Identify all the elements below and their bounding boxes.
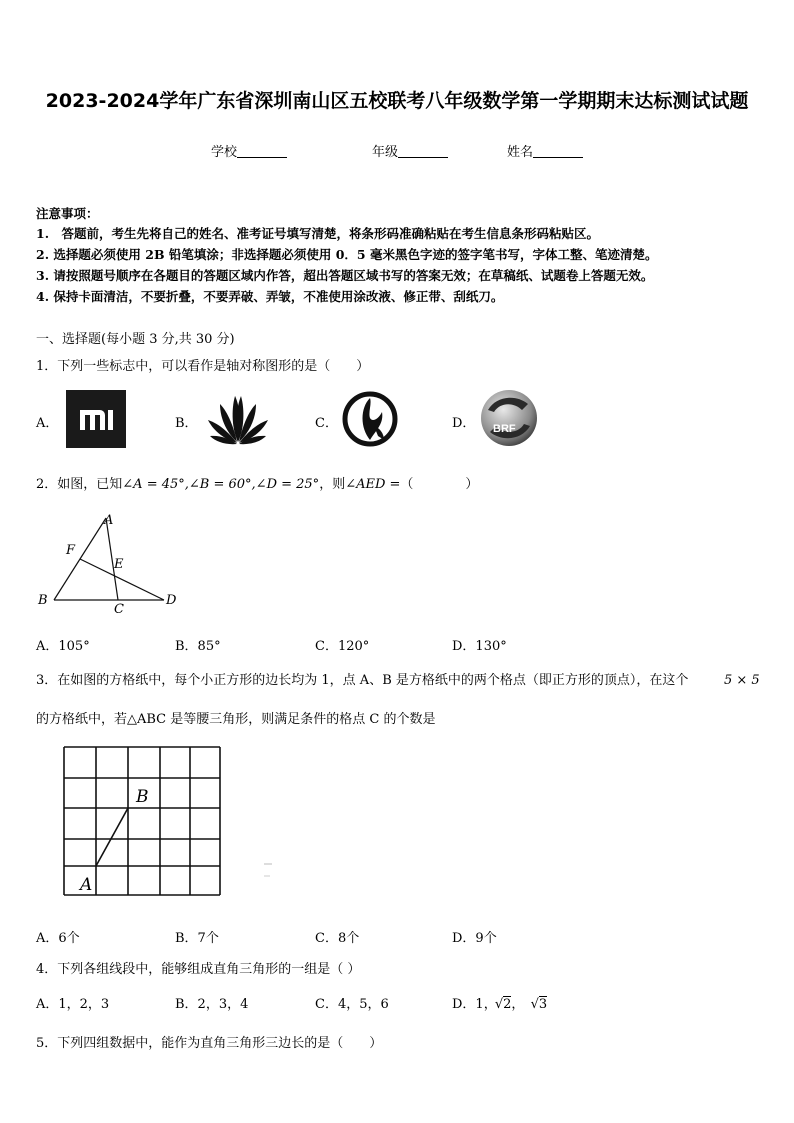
question-1-stem: 1．下列一些标志中，可以看作是轴对称图形的是（ ） [36, 359, 370, 374]
q4-option-d [452, 993, 547, 1012]
label-e: E [114, 557, 124, 572]
q1-option-b-label: B． [175, 416, 198, 431]
school-blank [237, 145, 287, 158]
question-2-stem [36, 473, 478, 492]
note-item: 4. 保持卡面清洁，不要折叠，不要弄破、弄皱，不准使用涂改液、修正带、刮纸刀。 [36, 289, 504, 304]
note-item: 2. 选择题必须使用 2B 铅笔填涂；非选择题必须使用 0．5 毫米黑色字迹的签字笔书写，字体工整、笔迹清楚。 [36, 247, 658, 262]
grade-field [372, 141, 448, 160]
q3-stem-math: 5 × 5 [724, 673, 760, 688]
q3-stem-text: 3．在如图的方格纸中，每个小正方形的边长均为 1，点 A、B 是方格纸中的两个格点（即正方形的顶点），在这个 [36, 673, 689, 688]
school-field [211, 141, 287, 160]
label-d: D [166, 593, 177, 608]
q2-option-d: D．130° [452, 639, 507, 654]
q2-stem-mid: ，则 [319, 477, 346, 492]
q1-option-d-label: D． [452, 416, 476, 431]
label-b: B [136, 787, 149, 807]
q4-option-c: C．4，5，6 [315, 997, 389, 1012]
q2-option-b: B．85° [175, 639, 221, 654]
q4-option-a: A．1，2，3 [36, 997, 110, 1012]
q3-option-b: B．7个 [175, 931, 219, 946]
brf-logo-icon [478, 388, 540, 448]
circle-emblem-logo-icon [340, 390, 400, 448]
q3-option-c: C．8个 [315, 931, 360, 946]
q2-stem-math2: ∠AED = [345, 477, 401, 492]
q4-option-d-label: D．1， [452, 997, 497, 1012]
question-3-stem-line1 [36, 669, 726, 688]
question-4-stem: 4．下列各组线段中，能够组成直角三角形的一组是（ ） [36, 962, 361, 977]
sqrt-sign-icon: √ [494, 997, 504, 1012]
brf-logo-text: BRF [493, 423, 516, 435]
q2-stem-prefix: 2．如图，已知 [36, 477, 123, 492]
school-label: 学校 [211, 145, 238, 160]
question-3-stem-line2: 的方格纸中，若△ABC 是等腰三角形，则满足条件的格点 C 的个数是 [36, 712, 436, 727]
q2-stem-suffix: （ ） [400, 477, 479, 492]
grade-blank [398, 145, 448, 158]
q3-option-a: A．6个 [36, 931, 80, 946]
q1-option-c-label: C． [315, 416, 338, 431]
q2-option-a: A．105° [36, 639, 90, 654]
sqrt-2-radicand: 2 [503, 997, 512, 1012]
question-5-stem: 5．下列四组数据中，能作为直角三角形三边长的是（ ） [36, 1036, 383, 1051]
segment-ab [96, 808, 128, 866]
q1-option-a-label: A． [36, 416, 59, 431]
notes-heading: 注意事项： [36, 206, 99, 221]
q3-grid-figure [60, 744, 275, 899]
q4-comma: ， [511, 997, 525, 1012]
note-item: 3. 请按照题号顺序在各题目的答题区域内作答，超出答题区域书写的答案无效；在草稿纸、试题卷上答题无效。 [36, 268, 654, 283]
sqrt-3-radicand: 3 [538, 997, 548, 1012]
label-c: C [114, 602, 124, 617]
name-label: 姓名 [507, 145, 534, 160]
sqrt-sign-icon: √ [530, 997, 539, 1012]
grade-label: 年级 [372, 145, 399, 160]
page-title: 2023-2024学年广东省深圳南山区五校联考八年级数学第一学期期末达标测试试题 [45, 90, 749, 112]
note-item: 1. 答题前，考生先将自己的姓名、准考证号填写清楚，将条形码准确粘贴在考生信息条形码粘贴区。 [36, 226, 600, 241]
sqrt-3 [530, 996, 548, 1012]
q2-stem-math: ∠A = 45°,∠B = 60°,∠D = 25° [122, 477, 320, 492]
huawei-logo-icon [204, 390, 272, 448]
q2-option-c: C．120° [315, 639, 370, 654]
label-a: A [80, 875, 93, 895]
q4-option-b: B．2，3，4 [175, 997, 249, 1012]
name-blank [533, 145, 583, 158]
grid-lines [64, 747, 220, 895]
q2-triangle-figure [36, 510, 186, 620]
label-a: A [104, 513, 114, 528]
label-b: B [38, 593, 48, 608]
label-f: F [66, 543, 76, 558]
section-heading: 一、选择题(每小题 3 分,共 30 分) [36, 332, 235, 347]
name-field [507, 141, 583, 160]
xiaomi-logo-icon [66, 390, 126, 448]
q3-option-d: D．9个 [452, 931, 497, 946]
